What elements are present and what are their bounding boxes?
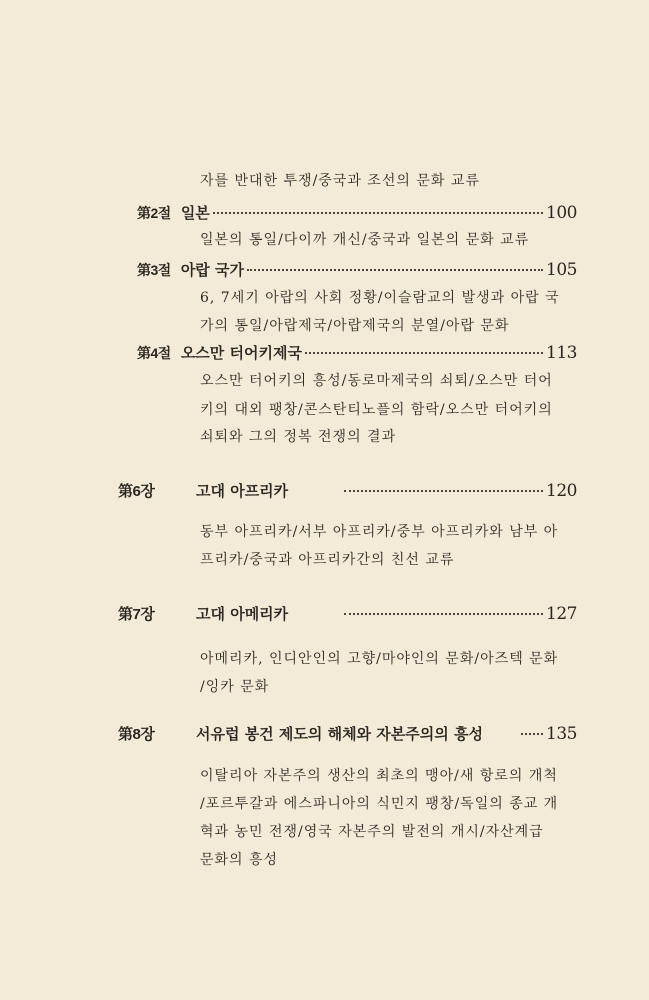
- section-summary: 자를 반대한 투쟁/중국과 조선의 문화 교류: [200, 173, 480, 189]
- section-title: 오스만 터어키제국: [180, 344, 302, 362]
- toc-entry-section-3[interactable]: [137, 259, 577, 280]
- toc-entry-chapter-6[interactable]: [118, 480, 577, 501]
- page-number: 100: [546, 203, 577, 223]
- chapter-summary-line: 프리카/중국과 아프리카간의 친선 교류: [200, 552, 455, 568]
- dot-leader: [344, 613, 543, 615]
- chapter-summary-line: 아메리카, 인디안인의 고향/마야인의 문화/아즈텍 문화: [200, 651, 559, 667]
- section-summary-line: 쇠퇴와 그의 정복 전쟁의 결과: [200, 429, 397, 445]
- section-summary-line: 키의 대외 팽창/콘스탄티노플의 함락/오스만 터어키의: [200, 402, 553, 418]
- chapter-number: 第8장: [118, 726, 155, 743]
- chapter-summary-line: 이탈리아 자본주의 생산의 최초의 맹아/새 항로의 개척: [200, 768, 558, 784]
- dot-leader: [247, 269, 543, 271]
- page-number: 113: [546, 343, 577, 363]
- section-summary-line: 6, 7세기 아랍의 사회 정황/이슬람교의 발생과 아랍 국: [200, 290, 560, 306]
- section-title: 아랍 국가: [180, 261, 244, 279]
- section-number: 第4절: [137, 345, 171, 361]
- toc-entry-chapter-8[interactable]: [118, 723, 577, 744]
- page-number: 105: [546, 260, 577, 280]
- chapter-number: 第6장: [118, 483, 155, 500]
- section-summary: 일본의 통일/다이까 개신/중국과 일본의 문화 교류: [200, 232, 530, 248]
- chapter-summary-line: 혁과 농민 전쟁/영국 자본주의 발전의 개시/자산계급: [200, 824, 544, 840]
- page-number: 120: [546, 481, 577, 501]
- dot-leader: [344, 490, 543, 492]
- chapter-summary-line: 동부 아프리카/서부 아프리카/중부 아프리카와 남부 아: [200, 524, 559, 540]
- dot-leader: [213, 212, 543, 214]
- chapter-summary-line: /포르투갈과 에스파니아의 식민지 팽창/독일의 종교 개: [200, 796, 559, 812]
- dot-leader: [521, 733, 543, 735]
- chapter-summary-line: /잉카 문화: [200, 679, 270, 695]
- chapter-title: 서유럽 봉건 제도의 해체와 자본주의의 흥성: [196, 725, 483, 743]
- section-summary-line: 오스만 터어키의 흥성/동로마제국의 쇠퇴/오스만 터어: [200, 373, 553, 389]
- chapter-title: 고대 아프리카: [196, 482, 289, 500]
- section-number: 第3절: [137, 262, 171, 278]
- page-number: 135: [546, 724, 577, 744]
- toc-entry-chapter-7[interactable]: [118, 603, 577, 624]
- toc-entry-section-2[interactable]: [137, 202, 577, 223]
- chapter-number: 第7장: [118, 606, 155, 623]
- section-summary-line: 가의 통일/아랍제국/아랍제국의 분열/아랍 문화: [200, 318, 510, 334]
- section-number: 第2절: [137, 205, 171, 221]
- toc-entry-section-4[interactable]: [137, 342, 577, 363]
- section-title: 일본: [180, 204, 210, 222]
- chapter-summary-line: 문화의 흥성: [200, 852, 279, 868]
- dot-leader: [305, 352, 543, 354]
- chapter-title: 고대 아메리카: [196, 605, 289, 623]
- page-number: 127: [546, 604, 577, 624]
